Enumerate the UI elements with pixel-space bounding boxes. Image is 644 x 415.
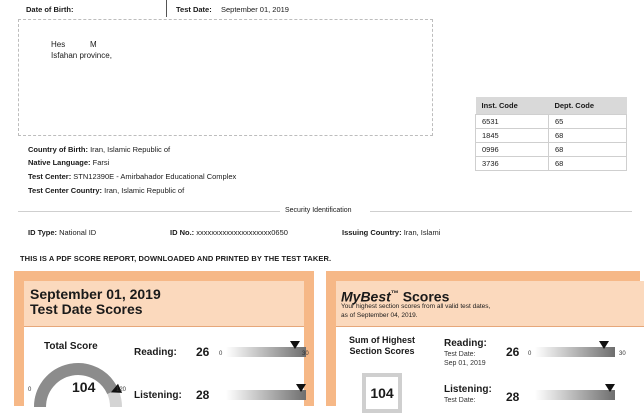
test-date-scores-body bbox=[24, 281, 309, 406]
address-province: Isfahan province, bbox=[51, 51, 112, 60]
test-date-scores-header bbox=[24, 281, 304, 327]
mybest-reading-scale-max: 30 bbox=[619, 351, 626, 357]
mybest-reading-marker-icon bbox=[599, 341, 609, 349]
mybest-subtitle-line2: as of September 04, 2019. bbox=[341, 312, 418, 319]
security-section-title: Security Identification bbox=[285, 207, 352, 214]
reading-score: 26 bbox=[196, 345, 210, 359]
mybest-listening-score: 28 bbox=[506, 390, 520, 404]
listening-marker-icon bbox=[296, 384, 306, 392]
mybest-scores-header bbox=[336, 281, 644, 327]
test-center-country-value: Iran, Islamic Republic of bbox=[104, 186, 185, 195]
inst-code-cell: 1845 bbox=[476, 128, 549, 142]
mybest-listening-date-label: Test Date: bbox=[444, 397, 476, 404]
mybest-reading-label: Reading: bbox=[444, 338, 487, 349]
mybest-reading-scale-min: 0 bbox=[528, 351, 532, 357]
header-row bbox=[0, 0, 640, 18]
id-type-label: ID Type: bbox=[28, 228, 58, 237]
id-type-value: National ID bbox=[59, 228, 97, 237]
dept-code-cell: 68 bbox=[548, 156, 626, 170]
test-date-subtitle: Test Date Scores bbox=[30, 301, 143, 317]
inst-code-cell: 0996 bbox=[476, 142, 549, 156]
mybest-reading-date: Sep 01, 2019 bbox=[444, 360, 486, 367]
test-center-country-label: Test Center Country: bbox=[28, 186, 103, 195]
address-box bbox=[18, 19, 433, 136]
pdf-disclaimer: THIS IS A PDF SCORE REPORT, DOWNLOADED AND PRINTED BY THE TEST TAKER. bbox=[20, 254, 332, 263]
mybest-title-rest: Scores bbox=[402, 288, 450, 305]
inst-code-header: Inst. Code bbox=[476, 97, 549, 114]
sum-highest-value: 104 bbox=[362, 373, 402, 413]
trademark-symbol: ™ bbox=[390, 289, 399, 298]
mybest-listening-label: Listening: bbox=[444, 384, 492, 395]
mybest-scores-panel bbox=[326, 271, 640, 406]
issuing-country-label: Issuing Country: bbox=[342, 228, 402, 237]
mybest-listening-marker-icon bbox=[605, 384, 615, 392]
test-date-value: September 01, 2019 bbox=[221, 5, 289, 14]
test-center-label: Test Center: bbox=[28, 172, 72, 181]
table-row bbox=[476, 142, 627, 156]
mybest-subtitle-line1: Your highest section scores from all valid test dates, bbox=[341, 303, 491, 310]
reading-marker-icon bbox=[290, 341, 300, 349]
issuing-country-value: Iran, Islami bbox=[403, 228, 441, 237]
test-date-scores-panel bbox=[14, 271, 314, 406]
test-center-country-row bbox=[28, 186, 184, 195]
country-of-birth-label: Country of Birth: bbox=[28, 145, 88, 154]
security-divider-left bbox=[18, 211, 280, 212]
test-center-value: STN12390E - Amirbahador Educational Complex bbox=[73, 172, 237, 181]
security-divider-right bbox=[370, 211, 632, 212]
test-date-title: September 01, 2019 bbox=[30, 286, 161, 302]
mybest-reading-score: 26 bbox=[506, 345, 520, 359]
address-name-first: Hes bbox=[51, 40, 66, 49]
sum-highest-label-line2: Section Scores bbox=[349, 346, 415, 356]
dept-code-header: Dept. Code bbox=[548, 97, 626, 114]
country-of-birth-row bbox=[28, 145, 170, 154]
test-date-label: Test Date: bbox=[176, 5, 212, 14]
sum-highest-label-line1: Sum of Highest bbox=[348, 335, 415, 345]
test-center-row bbox=[28, 172, 236, 181]
dept-code-cell: 65 bbox=[548, 114, 626, 128]
inst-code-cell: 6531 bbox=[476, 114, 549, 128]
total-score-max: 120 bbox=[116, 387, 127, 393]
id-no-row bbox=[170, 228, 288, 237]
mybest-reading-date-label: Test Date: bbox=[444, 351, 476, 358]
table-row bbox=[476, 114, 627, 128]
total-score-label: Total Score bbox=[44, 341, 98, 352]
id-type-row bbox=[28, 228, 96, 237]
native-language-value: Farsi bbox=[92, 158, 110, 167]
total-score-value: 104 bbox=[72, 379, 96, 395]
sum-highest-label bbox=[336, 335, 428, 357]
institution-codes-table bbox=[475, 97, 627, 171]
reading-scale-min: 0 bbox=[219, 351, 223, 357]
listening-gauge bbox=[226, 390, 306, 400]
country-of-birth-value: Iran, Islamic Republic of bbox=[90, 145, 171, 154]
id-no-label: ID No.: bbox=[170, 228, 195, 237]
dept-code-cell: 68 bbox=[548, 142, 626, 156]
inst-code-cell: 3736 bbox=[476, 156, 549, 170]
native-language-row bbox=[28, 158, 109, 167]
table-row bbox=[476, 156, 627, 170]
total-score-min: 0 bbox=[28, 387, 32, 393]
address-name-last: M bbox=[90, 40, 97, 49]
native-language-label: Native Language: bbox=[28, 158, 91, 167]
listening-score: 28 bbox=[196, 388, 210, 402]
mybest-listening-gauge bbox=[535, 390, 615, 400]
header-divider bbox=[166, 0, 167, 17]
reading-label: Reading: bbox=[134, 347, 177, 358]
mybest-title-italic: MyBest bbox=[341, 288, 391, 305]
mybest-scores-body bbox=[336, 281, 644, 406]
reading-scale-max: 30 bbox=[302, 351, 309, 357]
dept-code-cell: 68 bbox=[548, 128, 626, 142]
listening-label: Listening: bbox=[134, 390, 182, 401]
table-row bbox=[476, 128, 627, 142]
id-no-value: xxxxxxxxxxxxxxxxxxxx0650 bbox=[196, 228, 288, 237]
issuing-country-row bbox=[342, 228, 440, 237]
dob-label: Date of Birth: bbox=[26, 5, 74, 14]
mybest-title bbox=[341, 286, 449, 305]
table-header-row bbox=[476, 97, 627, 114]
